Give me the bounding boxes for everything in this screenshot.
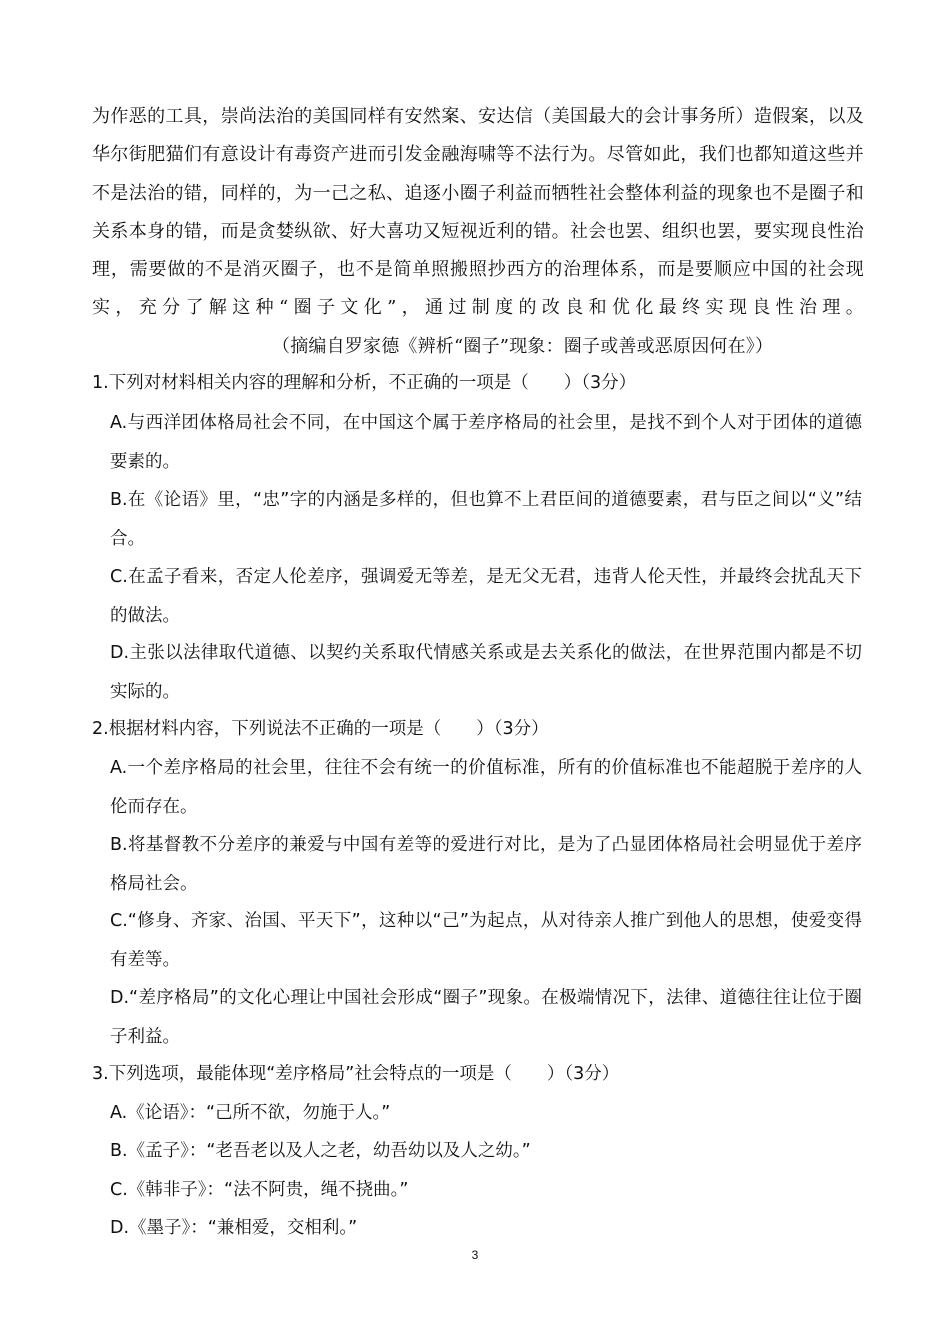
question-2-option-a: A.一个差序格局的社会里，往往不会有统一的价值标准，所有的价值标准也不能超脱于差序的人伦而存在。: [110, 758, 862, 817]
question-1-stem: 1.下列对材料相关内容的理解和分析，不正确的一项是（ ）（3分）: [92, 373, 637, 393]
question-3-option-c: C.《韩非子》：“法不阿贵，绳不挠曲。”: [110, 1180, 409, 1200]
question-1-option-c: C.在孟子看来，否定人伦差序，强调爱无等差，是无父无君，违背人伦天性，并最终会扰乱天下的做法。: [110, 567, 862, 626]
question-2-option-c: C.“修身、齐家、治国、平天下”，这种以“己”为起点，从对待亲人推广到他人的思想，使爱变得有差等。: [110, 911, 862, 970]
page-number: 3: [471, 1248, 479, 1262]
question-2-option-d: D.“差序格局”的文化心理让中国社会形成“圈子”现象。在极端情况下，法律、道德往往让位于圈子利益。: [110, 988, 862, 1047]
question-1-option-b: B.在《论语》里，“忠”字的内涵是多样的，但也算不上君臣间的道德要素，君与臣之间以“义”结合。: [110, 490, 862, 549]
question-1-option-d: D.主张以法律取代道德、以契约关系取代情感关系或是去关系化的做法，在世界范围内都是不切实际的。: [110, 643, 862, 702]
passage-text: 为作恶的工具，崇尚法治的美国同样有安然案、安达信（美国最大的会计事务所）造假案，以及华尔街肥猫们有意设计有毒资产进而引发金融海啸等不法行为。尽管如此，我们也都知道这些并不是法治的错，同样的，为一己之私、追逐小圈子利益而牺牲社会整体利益的现象也不是圈子和关系本身的错，而是贪婪纵欲、好大喜功又短视近利的错。社会也罢、组织也罢，要实现良性治理，需要做的不是消灭圈子，也不是简单照搬照抄西方的治理体系，而是要顺应中国的社会现实，充分了解这种“圈子文化”，通过制度的改良和优化最终实现良性治理。: [92, 106, 864, 319]
question-3-stem: 3.下列选项，最能体现“差序格局”社会特点的一项是（ ）（3分）: [92, 1064, 620, 1084]
passage-source: （摘编自罗家德《辨析“圈子”现象：圈子或善或恶原因何在》）: [272, 335, 774, 357]
question-3-option-a: A.《论语》：“己所不欲，勿施于人。”: [110, 1103, 391, 1123]
question-1-option-a: A.与西洋团体格局社会不同，在中国这个属于差序格局的社会里，是找不到个人对于团体的道德要素的。: [110, 413, 862, 472]
question-2-option-b: B.将基督教不分差序的兼爱与中国有差等的爱进行对比，是为了凸显团体格局社会明显优于差序格局社会。: [110, 835, 862, 894]
question-3-option-d: D.《墨子》：“兼相爱，交相利。”: [110, 1218, 358, 1238]
passage: [92, 98, 864, 366]
question-3-option-b: B.《孟子》：“老吾老以及人之老，幼吾幼以及人之幼。”: [110, 1141, 531, 1161]
question-2-stem: 2.根据材料内容，下列说法不正确的一项是（ ）（3分）: [92, 719, 549, 739]
